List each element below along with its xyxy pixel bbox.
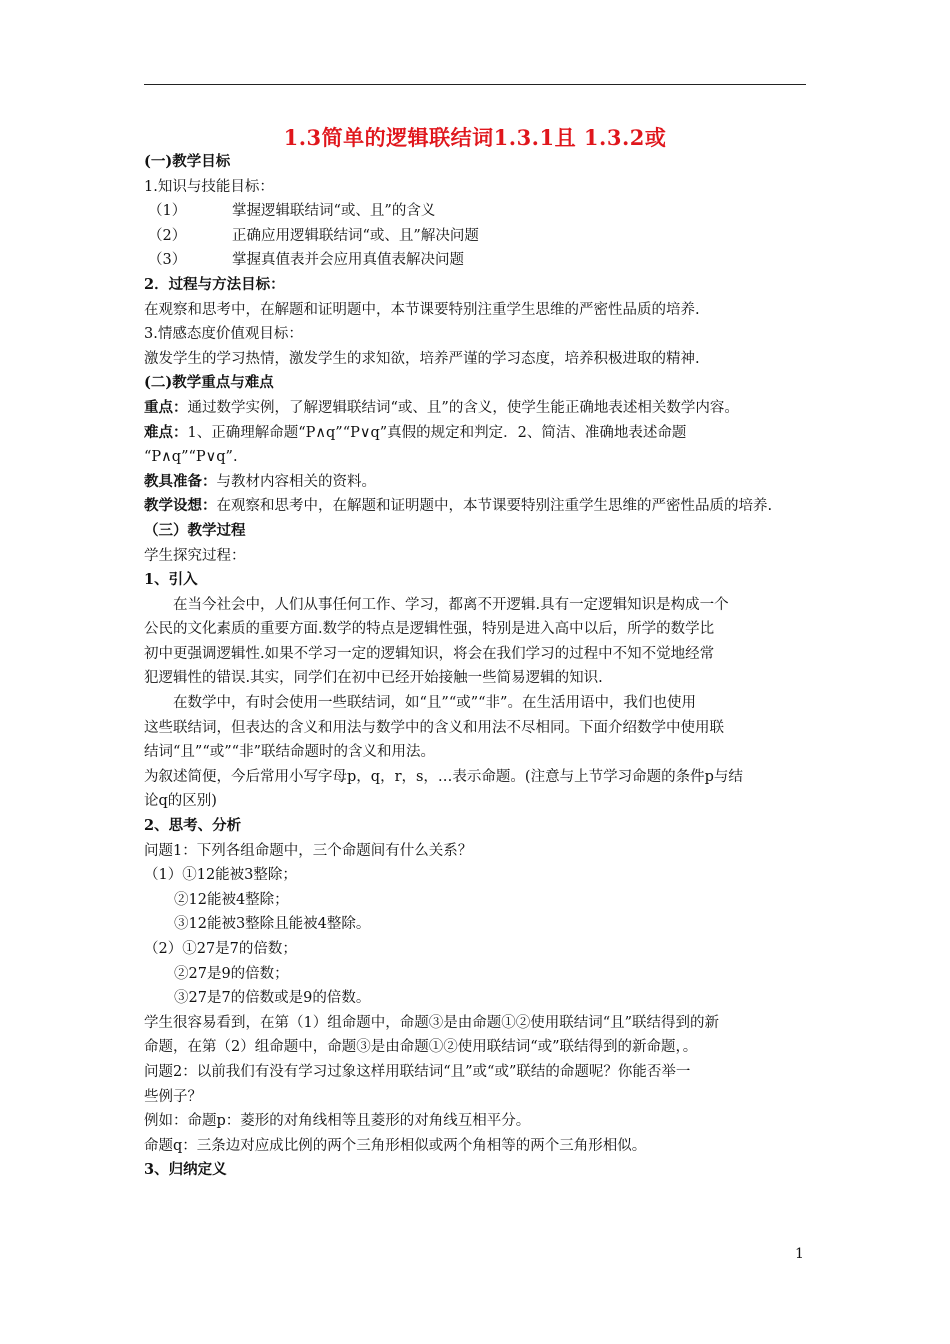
text-line: 犯逻辑性的错误.其实，同学们在初中已经开始接触一些简易逻辑的知识. [144, 670, 603, 687]
example: 例如：命题p：菱形的对角线相等且菱形的对角线互相平分。 [144, 1113, 531, 1130]
tools [144, 470, 808, 495]
text-line: 论q的区别) [144, 793, 217, 810]
subsection-heading: 1、引入 [144, 571, 198, 589]
subsection-heading: 2、思考、分析 [144, 817, 242, 835]
list-item [144, 199, 808, 224]
text: 通过数学实例，了解逻辑联结词“或、且”的含义，使学生能正确地表述相关数学内容。 [187, 399, 739, 416]
page-number: 1 [795, 1246, 804, 1262]
paragraph: 在观察和思考中，在解题和证明题中，本节课要特别注重学生思维的严密性品质的培养. [144, 301, 700, 318]
text-line: 为叙述简便，今后常用小写字母p，q，r，s，…表示命题。(注意与上节学习命题的条件p与结 [144, 768, 743, 785]
text-line: “P∧q”“P∨q”. [144, 449, 238, 466]
teaching-design [144, 494, 808, 519]
subheading: 学生探究过程： [144, 547, 246, 564]
text: 与教材内容相关的资料。 [216, 473, 376, 490]
text-line: 公民的文化素质的重要方面.数学的特点是逻辑性强，特别是进入高中以后，所学的数学比 [144, 621, 715, 638]
objective-heading: 1.知识与技能目标： [144, 178, 274, 195]
label: 教学设想： [144, 497, 217, 515]
proposition: （2）①27是7的倍数； [144, 941, 297, 957]
text-line: 命题，在第（2）组命题中，命题③是由命题①②使用联结词“或”联结得到的新命题，。 [144, 1039, 698, 1056]
text-line: 些例子？ [144, 1088, 202, 1105]
text: 在观察和思考中，在解题和证明题中，本节课要特别注重学生思维的严密性品质的培养. [216, 498, 773, 515]
question: 问题1：下列各组命题中，三个命题间有什么关系？ [144, 842, 473, 859]
document-title: 1.3简单的逻辑联结词1.3.1且 1.3.2或 [283, 125, 667, 150]
header-rule [144, 84, 806, 85]
proposition: （1）①12能被3整除； [144, 867, 297, 884]
proposition: ②27是9的倍数； [174, 965, 289, 982]
label: 重点： [144, 398, 188, 416]
label: 教具准备： [144, 472, 217, 490]
list-text: 掌握逻辑联结词“或、且”的含义 [232, 203, 436, 220]
text-line: 初中更强调逻辑性.如果不学习一定的逻辑知识，将会在我们学习的过程中不知不觉地经常 [144, 645, 715, 662]
text-line: 这些联结词，但表达的含义和用法与数学中的含义和用法不尽相同。下面介绍数学中使用联 [144, 719, 724, 736]
list-marker: （3） [148, 252, 187, 269]
list-item [144, 224, 808, 249]
key-point [144, 396, 808, 421]
list-marker: （1） [148, 203, 187, 220]
text-line: 学生很容易看到，在第（1）组命题中，命题③是由命题①②使用联结词“且”联结得到的新 [144, 1014, 720, 1031]
label: 难点： [144, 423, 188, 441]
list-text: 掌握真值表并会应用真值表解决问题 [232, 252, 464, 269]
list-text: 正确应用逻辑联结词“或、且”解决问题 [232, 227, 479, 244]
proposition: ③27是7的倍数或是9的倍数。 [174, 990, 371, 1007]
document-body [144, 150, 808, 1183]
text-line: 结词“且”“或”“非”联结命题时的含义和用法。 [144, 744, 435, 761]
question: 问题2：以前我们有没有学习过象这样用联结词“且”或“或”联结的命题呢？你能否举一 [144, 1063, 691, 1080]
objective-heading: 2．过程与方法目标： [144, 275, 285, 293]
section-heading: (二)教学重点与难点 [144, 374, 274, 392]
proposition: ③12能被3整除且能被4整除。 [174, 916, 371, 933]
subsection-heading: 3、归纳定义 [144, 1161, 227, 1179]
section-heading: (一)教学目标 [144, 153, 231, 170]
paragraph: 激发学生的学习热情，激发学生的求知欲，培养严谨的学习态度，培养积极进取的精神. [144, 350, 700, 367]
list-item [144, 248, 808, 273]
list-marker: （2） [148, 227, 187, 244]
text-line: 在数学中，有时会使用一些联结词，如“且”“或”“非”。在生活用语中，我们也使用 [173, 695, 696, 712]
proposition: ②12能被4整除； [174, 891, 289, 908]
objective-heading: 3.情感态度价值观目标： [144, 326, 303, 343]
example: 命题q：三条边对应成比例的两个三角形相似或两个角相等的两个三角形相似。 [144, 1137, 647, 1154]
section-heading: （三）教学过程 [144, 521, 246, 539]
text-line: 在当今社会中，人们从事任何工作、学习，都离不开逻辑.具有一定逻辑知识是构成一个 [173, 596, 729, 613]
text: 1、正确理解命题“P∧q”“P∨q”真假的规定和判定．2、简洁、准确地表述命题 [187, 424, 687, 441]
difficulty [144, 421, 808, 446]
